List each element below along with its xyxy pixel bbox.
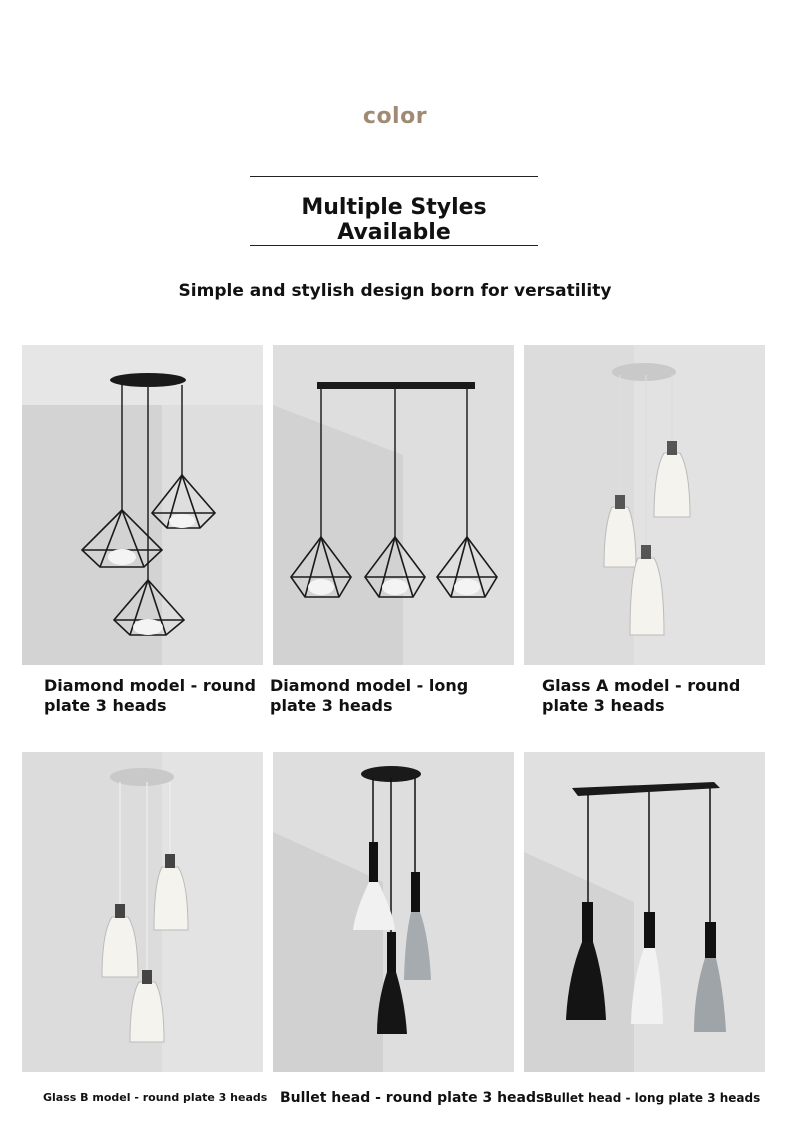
color-heading: color	[362, 104, 428, 129]
product-image-glass-a	[524, 345, 765, 665]
product-image-bullet-round	[273, 752, 514, 1072]
title-box	[250, 176, 538, 246]
glass-a-pendant-round-plate-icon	[524, 345, 765, 665]
diamond-pendant-long-plate-icon	[273, 345, 514, 665]
product-caption: Bullet head - long plate 3 heads	[544, 1091, 761, 1105]
product-caption: Glass A model - round plate 3 heads	[542, 676, 741, 715]
product-image-diamond-round	[22, 345, 263, 665]
bullet-pendant-long-plate-icon	[524, 752, 765, 1072]
page-subtitle: Simple and stylish design born for versatility	[178, 281, 612, 301]
bullet-pendant-round-plate-icon	[273, 752, 514, 1072]
title-rule-top	[250, 176, 538, 177]
product-caption: Diamond model - long plate 3 heads	[270, 676, 469, 715]
title-rule-bottom	[250, 245, 538, 246]
page-title: Multiple Styles Available	[301, 195, 487, 245]
glass-b-pendant-round-plate-icon	[22, 752, 263, 1072]
product-image-glass-b	[22, 752, 263, 1072]
product-caption: Diamond model - round plate 3 heads	[44, 676, 256, 715]
diamond-pendant-round-plate-icon	[22, 345, 263, 665]
product-caption: Glass B model - round plate 3 heads	[43, 1091, 268, 1104]
product-caption: Bullet head - round plate 3 heads	[280, 1090, 545, 1106]
product-image-diamond-long	[273, 345, 514, 665]
product-image-bullet-long	[524, 752, 765, 1072]
